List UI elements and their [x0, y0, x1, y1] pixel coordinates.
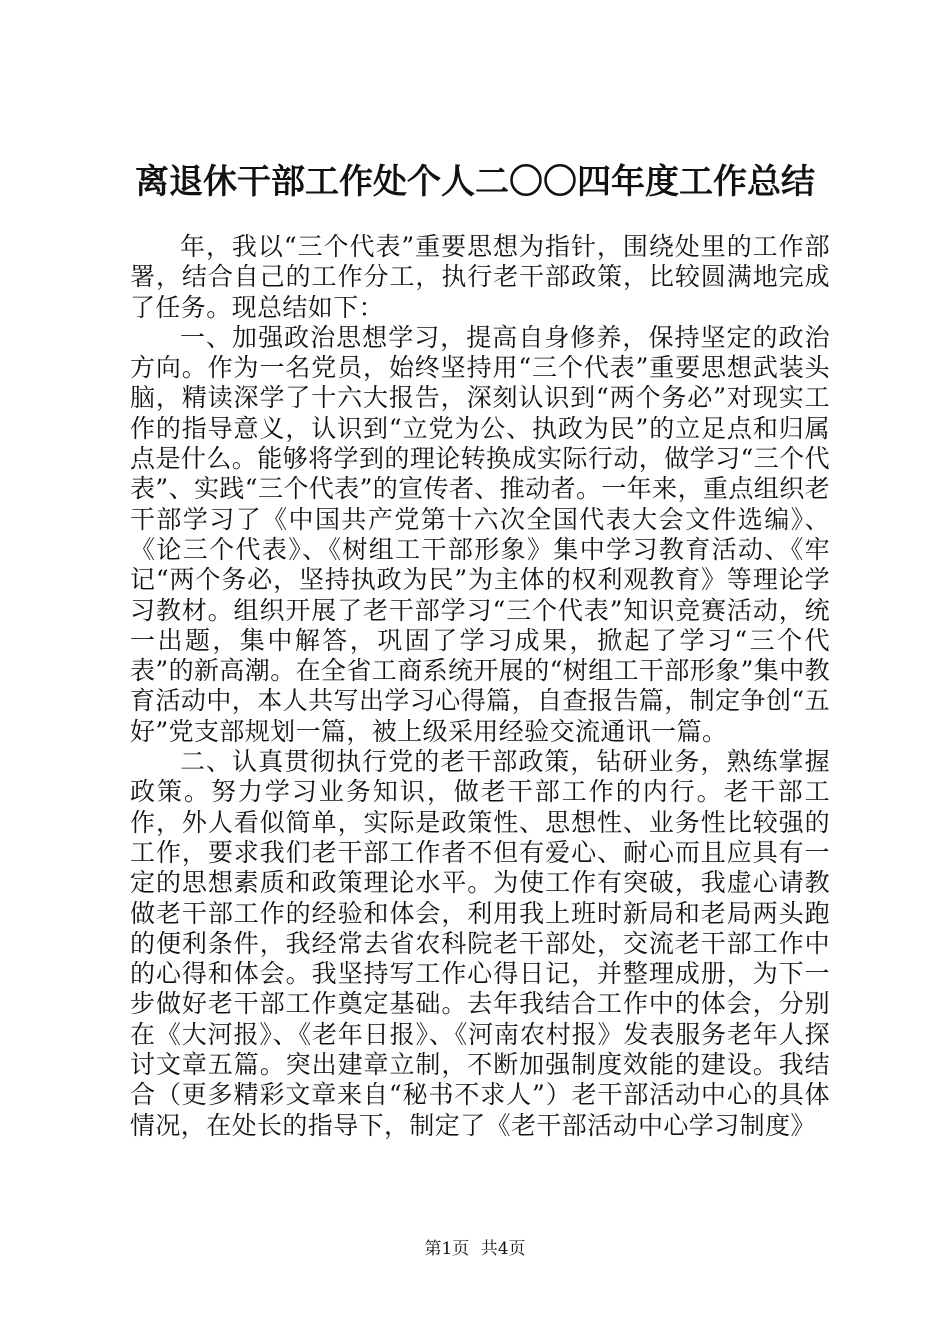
document-title: 离退休干部工作处个人二〇〇四年度工作总结 [135, 162, 815, 202]
paragraph-section-one: 一、加强政治思想学习，提高自身修养，保持坚定的政治方向。作为一名党员，始终坚持用“三个代表”重要思想武装头脑，精读深学了十六大报告，深刻认识到“两个务必”对现实工作的指导意义，认识到“立党为公、执政为民”的立足点和归属点是什么。能够将学到的理论转换成实际行动，做学习“三个代表”、实践“三个代表”的宣传者、推动者。一年来，重点组织老干部学习了《中国共产党第十六次全国代表大会文件选编》、《论三个代表》、《树组工干部形象》集中学习教育活动、《牢记“两个务必，坚持执政为民”为主体的权利观教育》等理论学习教材。组织开展了老干部学习“三个代表”知识竞赛活动，统一出题，集中解答，巩固了学习成果，掀起了学习“三个代表”的新高潮。在全省工商系统开展的“树组工干部形象”集中教育活动中，本人共写出学习心得篇，自查报告篇，制定争创“五好”党支部规划一篇，被上级采用经验交流通讯一篇。 [130, 322, 830, 746]
paragraph-section-two: 二、认真贯彻执行党的老干部政策，钻研业务，熟练掌握政策。努力学习业务知识，做老干部工作的内行。老干部工作，外人看似简单，实际是政策性、思想性、业务性比较强的工作，要求我们老干部工作者不但有爱心、耐心而且应具有一定的思想素质和政策理论水平。为使工作有突破，我虚心请教做老干部工作的经验和体会，利用我上班时新局和老局两头跑的便利条件，我经常去省农科院老干部处，交流老干部工作中的心得和体会。我坚持写工作心得日记，并整理成册，为下一步做好老干部工作奠定基础。去年我结合工作中的体会，分别在《大河报》、《老年日报》、《河南农村报》发表服务老年人探讨文章五篇。突出建章立制，不断加强制度效能的建设。我结合（更多精彩文章来自“秘书不求人”）老干部活动中心的具体情况，在处长的指导下，制定了《老干部活动中心学习制度》 [130, 747, 830, 1140]
page-total: 共4页 [480, 1239, 526, 1259]
paragraph-intro: 年，我以“三个代表”重要思想为指针，围绕处里的工作部署，结合自己的工作分工，执行老干部政策，比较圆满地完成了任务。现总结如下： [130, 232, 830, 322]
document-body [130, 232, 830, 1141]
page-footer [0, 1238, 950, 1260]
page-number: 第1页 [424, 1239, 470, 1259]
